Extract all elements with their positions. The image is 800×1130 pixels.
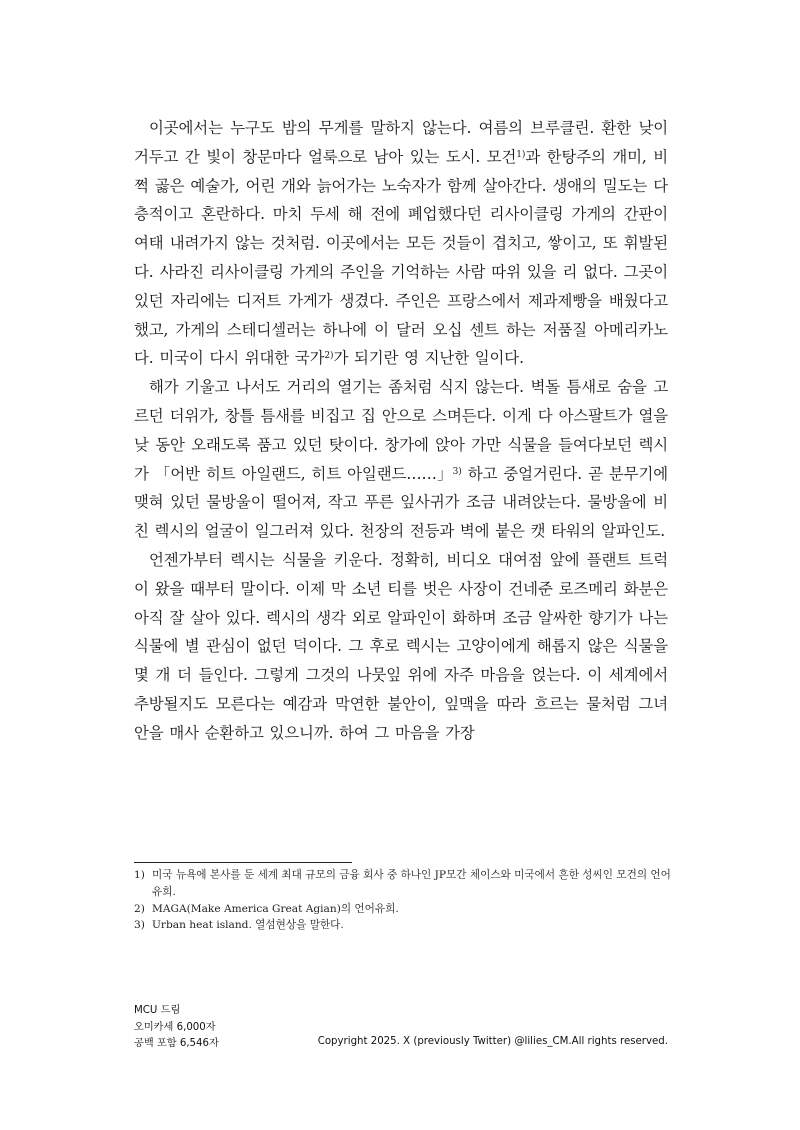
text-run: 과 한탕주의 개미, 비쩍 곯은 예술가, 어린 개와 늙어가는 노숙자가 함께 살아간다. 생애의 밀도는 다층적이고 혼란하다. 마치 두세 해 전에 폐업했다던 리사이클링 가게의 간판이 여태 내려가지 않는 것처럼. 이곳에서는 모든 것들이 겹치고, 쌓이고, 또 휘발된다. 사라진 리사이클링 가게의 주인을 기억하는 사람 따위 있을 리 없다. 그곳이 있던 자리에는 디저트 가게가 생겼다. 주인은 프랑스에서 제과제빵을 배웠다고 했고, 가게의 스테디셀러는 하나에 이 달러 오십 센트 하는 저품질 아메리카노다. 미국이 다시 위대한 국가 <box>134 147 669 368</box>
paragraph <box>134 114 668 373</box>
footer-title: MCU 드림 <box>134 1005 181 1016</box>
body-text <box>134 114 668 748</box>
footnotes <box>134 867 674 934</box>
footnote-text: MAGA(Make America Great Agian)의 언어유희. <box>152 902 399 915</box>
footnote-ref: 2) <box>324 351 334 362</box>
text-run: 해가 기울고 나서도 거리의 열기는 좀처럼 식지 않는다. 벽돌 틈새로 숨을 고르던 더위가, 창틀 틈새를 비집고 집 안으로 스며든다. 이게 다 아스팔트가 열을 낮 동안 오래도록 품고 있던 탓이다. 창가에 앉아 가만 식물을 들여다보던 렉시가 「어반 히트 아일랜드, 히트 아일랜드……」 <box>134 378 668 483</box>
copyright-notice: Copyright 2025. X (previously Twitter) @lilies_CM.All rights reserved. <box>317 1036 668 1047</box>
footnote-ref: 1) <box>516 149 526 160</box>
paragraph <box>134 546 668 748</box>
character-count: 오미카세 6,000자 <box>134 1021 216 1033</box>
footnote-text: 미국 뉴욕에 본사를 둔 세계 최대 규모의 금융 회사 중 하나인 JP모간 체이스와 미국에서 흔한 성씨인 모건의 언어유희. <box>152 869 671 898</box>
character-count-with-spaces: 공백 포함 6,546자 <box>134 1038 219 1049</box>
text-run: 이곳에서는 누구도 밤의 무게를 말하지 않는다. 여름의 브루클린. 환한 낮이 거두고 간 빛이 창문마다 얼룩으로 남아 있는 도시. 모건 <box>134 119 668 166</box>
footnote-ref: 3) <box>452 466 462 477</box>
text-run: 하고 중얼거린다. 곧 분무기에 맺혀 있던 물방울이 떨어져, 작고 푸른 잎사귀가 조금 내려앉는다. 물방울에 비친 렉시의 얼굴이 일그러져 있다. 천장의 전등과 벽에 붙은 캣 타워의 알파인도. <box>134 464 668 541</box>
text-run: 언젠가부터 렉시는 식물을 키운다. 정확히, 비디오 대여점 앞에 플랜트 트럭이 왔을 때부터 말이다. 이제 막 소년 티를 벗은 사장이 건네준 로즈메리 화분은 아직 잘 살아 있다. 렉시의 생각 외로 알파인이 화하며 조금 알싸한 향기가 나는 식물에 별 관심이 없던 덕이다. 그 후로 렉시는 고양이에게 해롭지 않은 식물을 몇 개 더 들인다. 그렇게 그것의 나뭇잎 위에 자주 마음을 얹는다. 이 세계에서 추방될지도 모른다는 예감과 막연한 불안이, 잎맥을 따라 흐르는 물처럼 그녀 안을 매사 순환하고 있으니까. 하여 그 마음을 가장 <box>134 550 668 742</box>
paragraph <box>134 373 668 546</box>
footnote-item <box>134 901 674 918</box>
text-run: 가 되기란 영 지난한 일이다. <box>333 349 524 368</box>
footnote-number: 1) <box>134 869 145 881</box>
footnote-item <box>134 917 674 934</box>
footnote-number: 3) <box>134 919 145 932</box>
footnote-text: Urban heat island. 열섬현상을 말한다. <box>152 919 344 932</box>
footer-info <box>134 1003 219 1053</box>
footnote-item <box>134 867 674 901</box>
footnote-divider <box>134 862 352 863</box>
footnote-number: 2) <box>134 902 145 915</box>
